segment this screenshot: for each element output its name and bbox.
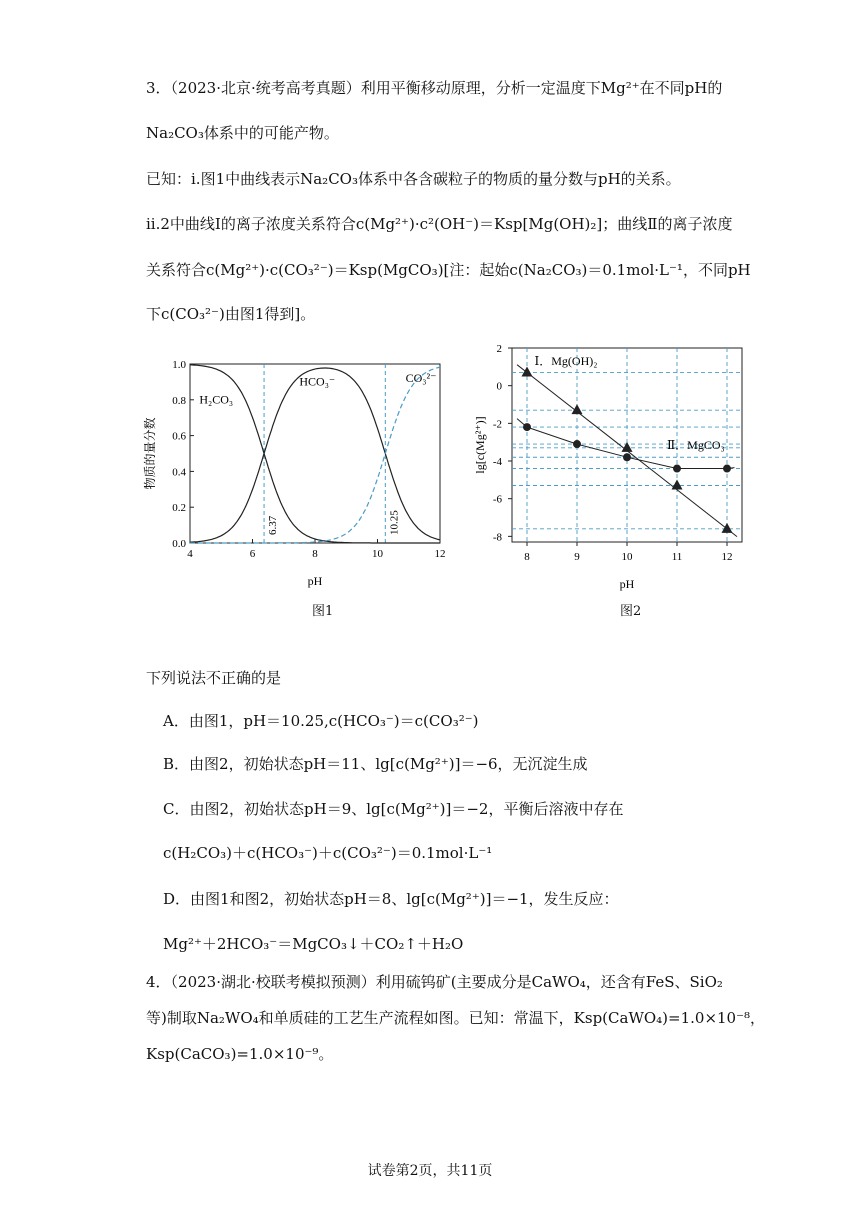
q3-option-c-formula: c(H₂CO₃)＋c(HCO₃⁻)＋c(CO₃²⁻)＝0.1mol·L⁻¹ [163,844,493,862]
x-tick-label: 8 [524,551,530,563]
y-tick-label: 0.4 [172,466,186,479]
h2co3-label: H₂CO₃ [199,392,234,407]
hco3-label: HCO₃⁻ [299,374,336,389]
figure-1-chart [140,340,460,590]
mgco3-point [723,465,731,473]
q3-prompt: 下列说法不正确的是 [146,669,282,687]
x-tick-label: 6 [249,548,256,560]
y-axis-label: 物质的量分数 [143,417,157,490]
q4-line-2: 等)制取Na₂WO₄和单质硅的工艺生产流程如图。已知：常温下，Ksp(CaWO₄)=1.0×10⁻⁸， [146,1009,766,1027]
q4-line-3: Ksp(CaCO₃)=1.0×10⁻⁹。 [146,1045,334,1063]
q4-line-1: 4．（2023·湖北·校联考模拟预测）利用硫钨矿(主要成分是CaWO₄，还含有FeS、SiO₂ [146,973,723,991]
q3-option-c: C．由图2，初始状态pH＝9、lg[c(Mg²⁺)]＝−2，平衡后溶液中存在 [163,800,624,818]
y-tick-label: -4 [492,456,502,469]
y-axis-label: lg[c(Mg²⁺)] [473,416,487,474]
page-footer: 试卷第2页，共11页 [367,1163,493,1179]
pka-label: 6.37 [267,515,280,535]
x-tick-label: 10 [372,548,383,560]
x-axis-label: pH [307,574,323,588]
q3-line-2: Na₂CO₃体系中的可能产物。 [146,124,339,142]
mgco3-point [623,453,631,461]
x-tick-label: 12 [721,551,733,563]
q3-known-4: 下c(CO₃²⁻)由图1得到]。 [146,305,316,323]
q3-option-d: D．由图1和图2，初始状态pH＝8、lg[c(Mg²⁺)]＝−1，发生反应： [163,890,619,908]
mgoh2-point [522,366,533,376]
q3-option-d-equation: Mg²⁺＋2HCO₃⁻＝MgCO₃↓＋CO₂↑＋H₂O [163,935,464,953]
y-tick-label: -2 [492,418,502,431]
figure-2-chart [470,338,760,594]
q3-line-1: 3．（2023·北京·统考高考真题）利用平衡移动原理，分析一定温度下Mg²⁺在不同pH的 [146,79,723,97]
y-tick-label: 1.0 [172,359,186,371]
x-axis-label: pH [619,577,635,591]
co3-label: CO₃²⁻ [405,370,437,385]
figure-2-caption: 图2 [620,604,642,619]
x-tick-label: 4 [187,548,193,560]
mgoh2-label: Ⅰ．Mg(OH)₂ [534,353,598,368]
pka-label: 10.25 [388,510,401,535]
mgoh2-point [622,442,633,452]
q3-option-b: B．由图2，初始状态pH＝11、lg[c(Mg²⁺)]＝−6，无沉淀生成 [163,755,588,773]
mgco3-point [673,465,681,473]
q3-known-2: ii.2中曲线Ⅰ的离子浓度关系符合c(Mg²⁺)·c²(OH⁻)＝Ksp[Mg(OH)₂]；曲线Ⅱ的离子浓度 [146,215,733,233]
q3-option-a: A．由图1，pH＝10.25,c(HCO₃⁻)＝c(CO₃²⁻) [163,712,479,730]
q3-known-3: 关系符合c(Mg²⁺)·c(CO₃²⁻)＝Ksp(MgCO₃)[注：起始c(Na₂CO₃)＝0.1mol·L⁻¹，不同pH [146,261,751,279]
y-tick-label: 0.8 [172,394,186,407]
mgoh2-point [722,523,733,533]
q3-known-1: 已知：i.图1中曲线表示Na₂CO₃体系中各含碳粒子的物质的量分数与pH的关系。 [146,170,681,188]
y-tick-label: 0.6 [172,430,186,443]
x-tick-label: 11 [671,551,683,563]
figure-1-caption: 图1 [312,604,334,619]
y-tick-label: 2 [496,343,502,355]
x-tick-label: 9 [574,551,580,563]
mgoh2-point [672,479,683,489]
y-tick-label: 0.2 [172,502,186,515]
x-tick-label: 8 [312,548,318,560]
y-tick-label: 0 [496,380,502,393]
x-tick-label: 12 [434,548,446,560]
mgco3-label: Ⅱ．MgCO₃ [667,437,725,452]
mgco3-point [573,440,581,448]
x-tick-label: 10 [621,551,633,563]
plot-frame [190,364,440,543]
y-tick-label: -8 [492,531,502,544]
y-tick-label: -6 [492,493,502,506]
mgco3-point [523,423,531,431]
y-tick-label: 0.0 [172,538,186,550]
